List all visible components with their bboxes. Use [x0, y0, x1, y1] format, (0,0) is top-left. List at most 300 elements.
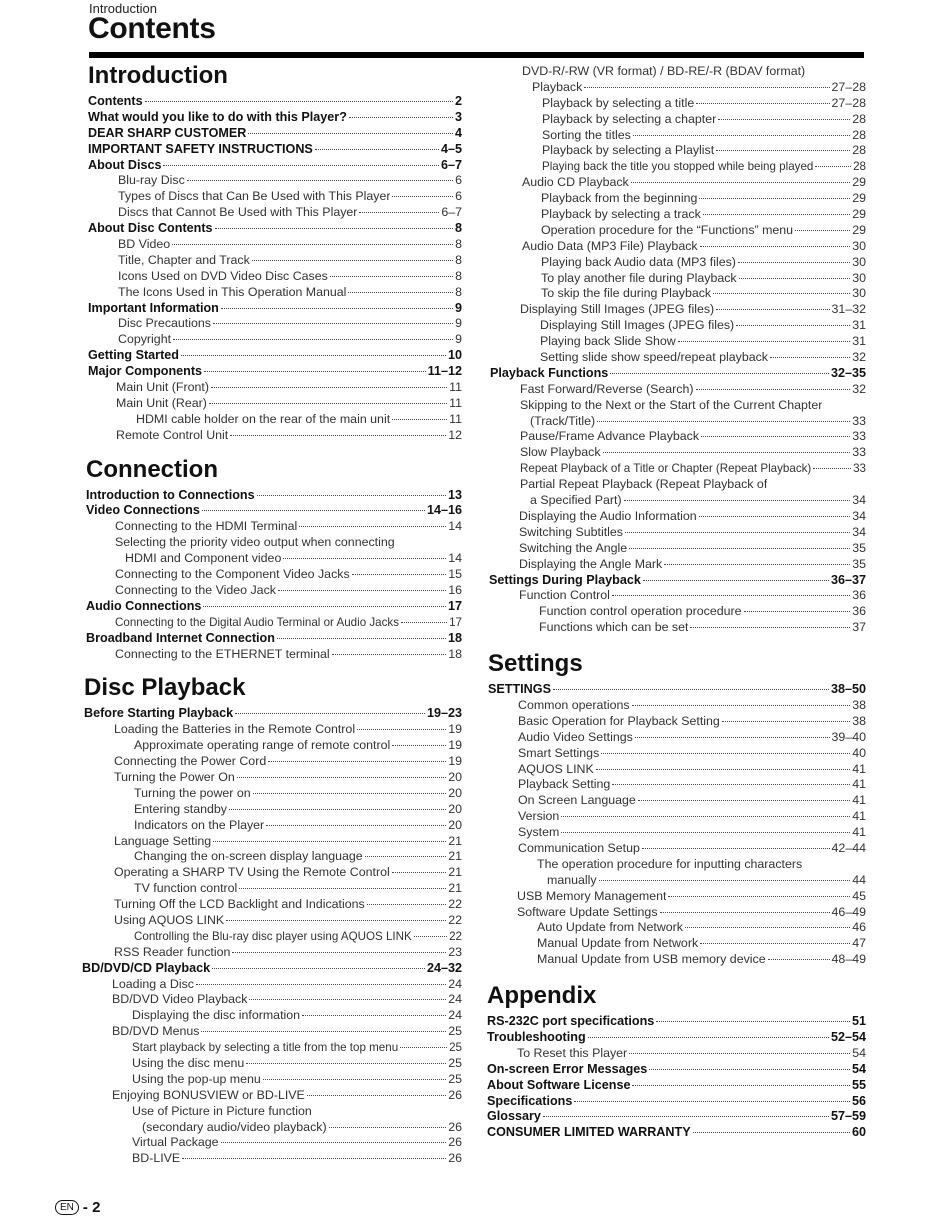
dot-leader	[221, 1141, 447, 1143]
toc-entry[interactable]	[484, 223, 866, 239]
toc-entry[interactable]	[484, 905, 866, 921]
dot-leader	[392, 744, 446, 746]
toc-entry-title: Turning the power on	[134, 785, 251, 800]
dot-leader	[561, 815, 850, 817]
toc-entry-page: 36	[852, 588, 866, 603]
dot-leader	[649, 1068, 850, 1070]
page-number: - 2	[82, 1199, 101, 1216]
toc-entry[interactable]	[484, 80, 866, 96]
toc-entry-title: Selecting the priority video output when connecting	[115, 535, 395, 550]
toc-entry-page: 19	[448, 738, 462, 753]
language-badge: EN	[55, 1200, 79, 1215]
dot-leader	[597, 420, 850, 422]
toc-entry[interactable]	[80, 599, 462, 615]
toc-entry-title: The operation procedure for inputting characters	[537, 856, 803, 871]
toc-entry[interactable]	[484, 318, 866, 334]
toc-entry[interactable]	[484, 509, 866, 525]
toc-section	[484, 650, 866, 968]
toc-entry-page: 55	[851, 1077, 866, 1092]
toc-entry[interactable]	[484, 1125, 866, 1141]
toc-entry-page: 22	[448, 912, 462, 927]
toc-entry-page: 25	[448, 1024, 462, 1039]
toc-entry-page: 15	[448, 567, 462, 582]
toc-entry[interactable]	[484, 1030, 866, 1046]
toc-entry[interactable]	[484, 936, 866, 952]
toc-entry[interactable]	[80, 488, 462, 504]
dot-leader	[315, 148, 439, 150]
toc-entry[interactable]	[80, 583, 462, 599]
dot-leader	[348, 291, 453, 293]
toc-entry-page: 31	[852, 318, 866, 333]
toc-entry[interactable]	[484, 302, 866, 318]
dot-leader	[815, 165, 851, 167]
toc-entry-page: 54	[852, 1045, 866, 1060]
toc-entry[interactable]	[484, 952, 866, 968]
toc-entry[interactable]	[80, 173, 462, 189]
toc-entry-page: 57–59	[830, 1109, 866, 1124]
toc-entry-page: 29	[852, 207, 866, 222]
title-rule	[89, 52, 864, 58]
toc-entry[interactable]	[80, 754, 462, 770]
toc-entry[interactable]	[80, 897, 462, 913]
toc-entry-title: Audio Data (MP3 File) Playback	[522, 238, 698, 253]
toc-entry-page: 8	[455, 252, 462, 267]
toc-entry-page: 51	[851, 1014, 866, 1029]
toc-entry-title: Playback by selecting a title	[542, 95, 695, 110]
toc-entry-page: 41	[852, 809, 866, 824]
toc-entry-page: 26	[448, 1087, 462, 1102]
toc-entry[interactable]	[80, 647, 462, 663]
toc-entry[interactable]	[484, 350, 866, 366]
toc-entry[interactable]	[484, 334, 866, 350]
dot-leader	[392, 418, 447, 420]
dot-leader	[235, 712, 425, 714]
toc-entry-page: 39–40	[831, 729, 866, 744]
toc-entry[interactable]	[80, 412, 462, 428]
toc-entry-title: Connecting to the ETHERNET terminal	[115, 646, 330, 661]
dot-leader	[700, 942, 850, 944]
toc-entry[interactable]	[484, 493, 866, 509]
toc-entry[interactable]	[80, 1024, 462, 1040]
toc-entry[interactable]	[484, 1109, 866, 1125]
toc-entry-title: On Screen Language	[518, 793, 636, 808]
toc-entry-page: 4	[454, 125, 462, 140]
toc-entry[interactable]	[80, 945, 462, 961]
toc-entry-title: To Reset this Player	[517, 1045, 628, 1060]
dot-leader	[738, 261, 850, 263]
toc-entry[interactable]	[80, 1040, 462, 1056]
dot-leader	[268, 760, 446, 762]
dot-leader	[215, 227, 453, 229]
dot-leader	[246, 1062, 446, 1064]
toc-entry[interactable]	[80, 1135, 462, 1151]
toc-entry[interactable]	[80, 396, 462, 412]
toc-entry[interactable]	[80, 770, 462, 786]
toc-entry-title: USB Memory Management	[517, 888, 667, 903]
toc-entry[interactable]	[484, 698, 866, 714]
toc-entry[interactable]	[484, 825, 866, 841]
dot-leader	[187, 179, 453, 181]
toc-entry-title: Broadband Internet Connection	[86, 630, 275, 645]
toc-entry[interactable]	[484, 382, 866, 398]
toc-entry[interactable]	[484, 920, 866, 936]
toc-entry[interactable]	[80, 301, 462, 317]
toc-entry[interactable]	[484, 477, 866, 493]
dot-leader	[722, 720, 850, 722]
toc-entry-page: 26	[448, 1151, 462, 1166]
dot-leader	[414, 935, 447, 937]
dot-leader	[299, 525, 446, 527]
toc-entry[interactable]	[484, 525, 866, 541]
toc-entry[interactable]	[80, 1008, 462, 1024]
toc-entry-title: Indicators on the Player	[134, 817, 265, 832]
dot-leader	[196, 983, 446, 985]
toc-entry[interactable]	[80, 929, 462, 945]
toc-entry-page: 18	[448, 646, 462, 661]
toc-entry-page: 20	[448, 785, 462, 800]
toc-entry-title: Partial Repeat Playback (Repeat Playback of	[520, 477, 768, 492]
toc-entry[interactable]	[80, 786, 462, 802]
toc-entry[interactable]	[80, 631, 462, 647]
toc-entry[interactable]	[484, 573, 866, 589]
toc-entry-title: Video Connections	[86, 503, 200, 518]
toc-entry[interactable]	[80, 158, 462, 174]
toc-entry-page: 30	[852, 286, 866, 301]
dot-leader	[736, 324, 850, 326]
toc-entry-page: 60	[851, 1125, 866, 1140]
dot-leader	[266, 824, 446, 826]
dot-leader	[213, 322, 453, 324]
dot-leader	[603, 451, 851, 453]
toc-entry[interactable]	[484, 191, 866, 207]
dot-leader	[678, 340, 851, 342]
toc-entry[interactable]	[484, 682, 866, 698]
toc-entry-title: Types of Discs that Can Be Used with This Player	[118, 189, 391, 204]
toc-entry[interactable]	[80, 738, 462, 754]
toc-entry-title: Turning the Power On	[114, 769, 235, 784]
dot-leader	[392, 871, 446, 873]
toc-entry[interactable]	[80, 865, 462, 881]
toc-entry-page: 11	[449, 395, 462, 410]
toc-entry[interactable]	[80, 615, 462, 631]
toc-entry-title: Language Setting	[114, 833, 212, 848]
toc-entry[interactable]	[80, 1088, 462, 1104]
toc-entry[interactable]	[80, 94, 462, 110]
toc-entry[interactable]	[80, 269, 462, 285]
dot-leader	[329, 1126, 447, 1128]
toc-entry-page: 18	[447, 630, 462, 645]
toc-entry-title: Changing the on-screen display language	[134, 849, 363, 864]
dot-leader	[401, 621, 447, 623]
toc-entry-title: Icons Used on DVD Video Disc Cases	[118, 268, 328, 283]
toc-entry-page: 34	[852, 524, 866, 539]
toc-entry-page: 21	[448, 881, 462, 896]
toc-entry[interactable]	[80, 428, 462, 444]
toc-entry-title: Loading a Disc	[112, 976, 194, 991]
toc-entry[interactable]	[484, 841, 866, 857]
toc-entry-title: The Icons Used in This Operation Manual	[118, 284, 347, 299]
toc-entry[interactable]	[484, 746, 866, 762]
toc-entry[interactable]	[80, 1056, 462, 1072]
dot-leader	[703, 213, 850, 215]
toc-entry[interactable]	[484, 541, 866, 557]
toc-entry-page: 27–28	[831, 95, 866, 110]
toc-entry-title: Slow Playback	[520, 445, 601, 460]
toc-entry-title: Important Information	[88, 300, 219, 315]
dot-leader	[612, 594, 850, 596]
toc-section	[484, 982, 866, 1141]
toc-entry-title: Title, Chapter and Track	[118, 252, 250, 267]
toc-entry[interactable]	[484, 366, 866, 382]
toc-entry[interactable]	[484, 620, 866, 636]
dot-leader	[203, 605, 446, 607]
toc-entry[interactable]	[80, 834, 462, 850]
toc-entry-title: Manual Update from Network	[537, 936, 699, 951]
toc-entry-page: 26	[448, 1135, 462, 1150]
dot-leader	[367, 903, 446, 905]
dot-leader	[232, 951, 446, 953]
toc-entry-title: Using the pop-up menu	[132, 1071, 261, 1086]
toc-entry-title: Repeat Playback of a Title or Chapter (Repeat Playback)	[520, 462, 812, 476]
toc-entry[interactable]	[484, 777, 866, 793]
toc-entry-title: Turning Off the LCD Backlight and Indications	[114, 897, 365, 912]
toc-entry[interactable]	[80, 961, 462, 977]
dot-leader	[739, 277, 851, 279]
dot-leader	[201, 1030, 446, 1032]
dot-leader	[632, 1084, 850, 1086]
toc-entry[interactable]	[484, 1062, 866, 1078]
toc-entry-page: 11–12	[427, 364, 462, 379]
toc-entry-page: 21	[448, 849, 462, 864]
toc-entry-title: BD/DVD Video Playback	[112, 992, 248, 1007]
dot-leader	[716, 308, 829, 310]
toc-entry[interactable]	[80, 285, 462, 301]
toc-entry[interactable]	[80, 977, 462, 993]
toc-entry-page: 19–23	[426, 706, 462, 721]
dot-leader	[795, 229, 850, 231]
toc-entry-title: Sorting the titles	[542, 127, 631, 142]
toc-entry-page: 17	[447, 598, 462, 613]
toc-entry[interactable]	[484, 1046, 866, 1062]
toc-entry-page: 13	[447, 487, 462, 502]
toc-entry-title: Playback by selecting a chapter	[542, 111, 717, 126]
toc-entry[interactable]	[80, 818, 462, 834]
toc-entry[interactable]	[80, 503, 462, 519]
toc-entry[interactable]	[80, 110, 462, 126]
toc-entry-page: 29	[852, 175, 866, 190]
toc-entry-page: 25	[448, 1055, 462, 1070]
dot-leader	[629, 1052, 850, 1054]
toc-entry[interactable]	[484, 857, 866, 873]
toc-entry-page: 9	[454, 300, 462, 315]
toc-entry[interactable]	[484, 128, 866, 144]
toc-entry[interactable]	[484, 64, 866, 80]
toc-entry-title: Before Starting Playback	[84, 706, 234, 721]
toc-entry[interactable]	[484, 461, 866, 477]
toc-entry-page: 4–5	[440, 141, 462, 156]
dot-leader	[352, 573, 447, 575]
page-footer	[55, 1199, 100, 1216]
toc-entry-page: 25	[449, 1041, 462, 1055]
toc-entry[interactable]	[484, 588, 866, 604]
dot-leader	[696, 102, 829, 104]
toc-entry-title: Main Unit (Front)	[116, 380, 209, 395]
toc-entry-title: About Discs	[88, 157, 162, 172]
toc-entry[interactable]	[80, 722, 462, 738]
toc-entry-title: RS-232C port specifications	[487, 1014, 655, 1029]
toc-entry-page: 21	[448, 833, 462, 848]
toc-entry-page: 32	[852, 381, 866, 396]
toc-entry[interactable]	[484, 889, 866, 905]
toc-entry-title: Basic Operation for Playback Setting	[518, 713, 720, 728]
toc-entry[interactable]	[484, 207, 866, 223]
toc-entry[interactable]	[484, 793, 866, 809]
toc-entry-title: Auto Update from Network	[537, 920, 683, 935]
toc-entry-page: 38	[852, 713, 866, 728]
dot-leader	[700, 245, 851, 247]
toc-entry[interactable]	[484, 429, 866, 445]
toc-entry[interactable]	[80, 205, 462, 221]
toc-entry[interactable]	[484, 809, 866, 825]
toc-entry[interactable]	[80, 802, 462, 818]
toc-entry-page: 14	[448, 551, 462, 566]
toc-entry-title: Using AQUOS LINK	[114, 912, 225, 927]
toc-entry[interactable]	[80, 316, 462, 332]
toc-entry-title: Operating a SHARP TV Using the Remote Control	[114, 865, 390, 880]
dot-leader	[624, 499, 851, 501]
toc-entry[interactable]	[80, 881, 462, 897]
toc-entry[interactable]	[484, 159, 866, 175]
toc-entry[interactable]	[484, 1078, 866, 1094]
toc-entry-page: 25	[448, 1071, 462, 1086]
toc-entry[interactable]	[484, 1094, 866, 1110]
toc-entry[interactable]	[80, 380, 462, 396]
toc-entry[interactable]	[80, 551, 462, 567]
toc-entry[interactable]	[484, 286, 866, 302]
toc-entry-page: 8	[455, 268, 462, 283]
toc-entry-title: Displaying the disc information	[132, 1008, 301, 1023]
toc-entry[interactable]	[484, 112, 866, 128]
toc-entry[interactable]	[484, 1014, 866, 1030]
toc-entry-page: 52–54	[830, 1029, 866, 1044]
toc-entry[interactable]	[80, 237, 462, 253]
toc-entry[interactable]	[80, 126, 462, 142]
toc-entry[interactable]	[80, 142, 462, 158]
dot-leader	[699, 515, 850, 517]
dot-leader	[629, 547, 850, 549]
toc-entry[interactable]	[80, 567, 462, 583]
dot-leader	[574, 1100, 850, 1102]
toc-entry-title: Disc Precautions	[118, 316, 211, 331]
dot-leader	[588, 1036, 829, 1038]
toc-entry-page: 56	[851, 1093, 866, 1108]
toc-entry-title: Connecting to the Component Video Jacks	[115, 567, 350, 582]
toc-entry[interactable]	[484, 255, 866, 271]
toc-entry[interactable]	[80, 1072, 462, 1088]
toc-entry[interactable]	[484, 557, 866, 573]
toc-entry-page: 3	[454, 109, 462, 124]
toc-section	[80, 456, 462, 663]
toc-entry[interactable]	[80, 992, 462, 1008]
dot-leader	[248, 132, 453, 134]
dot-leader	[181, 354, 446, 356]
toc-entry-title: Connecting to the Digital Audio Terminal or Audio Jacks	[115, 615, 399, 629]
dot-leader	[277, 637, 446, 639]
dot-leader	[212, 967, 425, 969]
toc-entry[interactable]	[484, 445, 866, 461]
toc-entry[interactable]	[484, 414, 866, 430]
toc-entry-title: BD/DVD Menus	[112, 1024, 200, 1039]
toc-entry[interactable]	[80, 913, 462, 929]
toc-entry[interactable]	[80, 253, 462, 269]
toc-entry-page: 20	[448, 769, 462, 784]
dot-leader	[221, 307, 453, 309]
toc-entry-title: Main Unit (Rear)	[116, 395, 207, 410]
toc-entry[interactable]	[484, 96, 866, 112]
toc-entry-title: Operation procedure for the “Functions” menu	[541, 222, 794, 237]
toc-entry-page: 38–50	[830, 682, 866, 697]
toc-entry[interactable]	[80, 519, 462, 535]
toc-entry[interactable]	[484, 873, 866, 889]
toc-entry[interactable]	[484, 143, 866, 159]
toc-entry[interactable]	[484, 762, 866, 778]
toc-entry-page: 14–16	[426, 503, 462, 518]
dot-leader	[660, 911, 830, 913]
toc-entry-title: Software Update Settings	[517, 904, 658, 919]
dot-leader	[173, 338, 453, 340]
toc-entry-title: Playback Functions	[490, 365, 609, 380]
toc-entry[interactable]	[80, 706, 462, 722]
dot-leader	[204, 370, 426, 372]
toc-entry[interactable]	[484, 271, 866, 287]
toc-entry[interactable]	[484, 730, 866, 746]
toc-entry[interactable]	[484, 604, 866, 620]
toc-entry-page: 34	[852, 508, 866, 523]
toc-entry[interactable]	[484, 175, 866, 191]
toc-entry-page: 24	[448, 1008, 462, 1023]
toc-entry[interactable]	[80, 1151, 462, 1167]
toc-entry-title: DVD-R/-RW (VR format) / BD-RE/-R (BDAV format)	[522, 64, 806, 78]
toc-entry-title: Common operations	[518, 697, 630, 712]
dot-leader	[693, 1131, 850, 1133]
dot-leader	[633, 134, 850, 136]
toc-entry[interactable]	[484, 714, 866, 730]
toc-entry-title: Skipping to the Next or the Start of the Current Chapter	[520, 397, 823, 412]
toc-entry-page: 33	[852, 429, 866, 444]
dot-leader	[226, 919, 446, 921]
toc-entry[interactable]	[80, 1104, 462, 1120]
toc-entry-title: Playback Setting	[518, 777, 611, 792]
toc-entry[interactable]	[80, 189, 462, 205]
toc-entry[interactable]	[80, 535, 462, 551]
toc-entry[interactable]	[484, 239, 866, 255]
toc-entry[interactable]	[80, 221, 462, 237]
toc-entry[interactable]	[80, 364, 462, 380]
toc-entry[interactable]	[80, 849, 462, 865]
toc-entry-title: Loading the Batteries in the Remote Control	[114, 722, 356, 737]
toc-entry-page: 30	[852, 238, 866, 253]
toc-entry[interactable]	[484, 398, 866, 414]
toc-entry[interactable]	[80, 332, 462, 348]
toc-entry-page: 40	[852, 745, 866, 760]
toc-entry[interactable]	[80, 348, 462, 364]
section-title: Disc Playback	[84, 674, 246, 702]
toc-entry-title: a Specified Part)	[530, 493, 622, 508]
toc-entry-page: 29	[852, 191, 866, 206]
dot-leader	[330, 275, 453, 277]
toc-entry-title: Playing back the title you stopped while being played	[542, 160, 814, 174]
toc-entry[interactable]	[80, 1120, 462, 1136]
